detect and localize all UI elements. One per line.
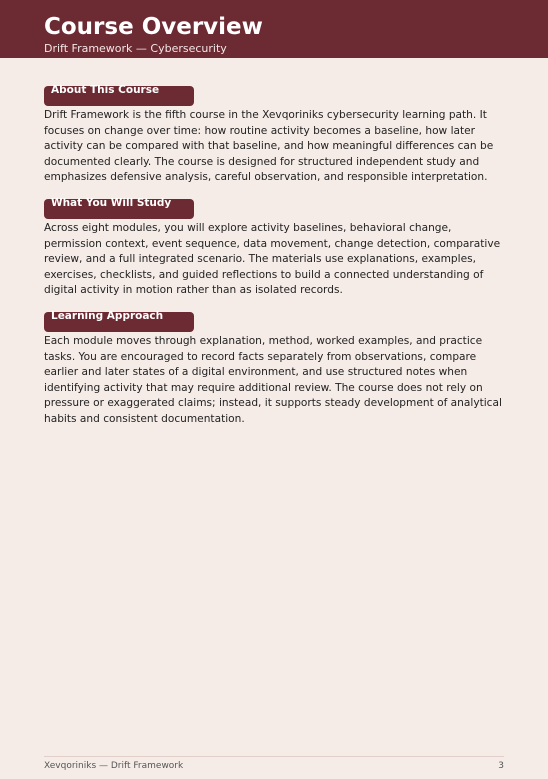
page-header — [0, 0, 548, 58]
section-body: Drift Framework is the fifth course in the Xevqoriniks cybersecurity learning path. It focuses on change over time: how routine activity becomes a baseline, how later activity can be compared with that baseline, and how meaningful differences can be documented clearly. The course is designed for structured independent study and emphasizes defensive analysis, careful observation, and responsible interpretation. — [44, 109, 494, 183]
section-body: Each module moves through explanation, method, worked examples, and practice tasks. You are encouraged to record facts separately from observations, compare earlier and later states of a digital environment, and use structured notes when identifying activity that may require additional review. The course does not rely on pressure or exaggerated claims; instead, it supports steady development of analytical habits and consistent documentation. — [44, 335, 502, 425]
section-body: Across eight modules, you will explore activity baselines, behavioral change, permission context, event sequence, data movement, change detection, comparative review, and a full integrated scenario. The materials use explanations, examples, exercises, checklists, and guided reflections to build a connected understanding of digital activity in motion rather than as isolated records. — [44, 222, 501, 296]
section-heading-pill — [44, 312, 194, 332]
footer-divider — [44, 756, 504, 757]
page-subtitle: Drift Framework — Cybersecurity — [44, 42, 227, 55]
section-heading-pill — [44, 86, 194, 106]
section-heading: Learning Approach — [51, 310, 164, 322]
footer-label: Xevqoriniks — Drift Framework — [44, 761, 184, 771]
section-about — [44, 86, 512, 186]
page-number: 3 — [498, 761, 504, 771]
section-learning-approach — [44, 312, 512, 427]
section-heading-pill — [44, 199, 194, 219]
section-heading: What You Will Study — [51, 197, 172, 209]
section-heading: About This Course — [51, 84, 160, 96]
section-what-you-will-study — [44, 199, 512, 299]
page-title: Course Overview — [44, 14, 263, 40]
